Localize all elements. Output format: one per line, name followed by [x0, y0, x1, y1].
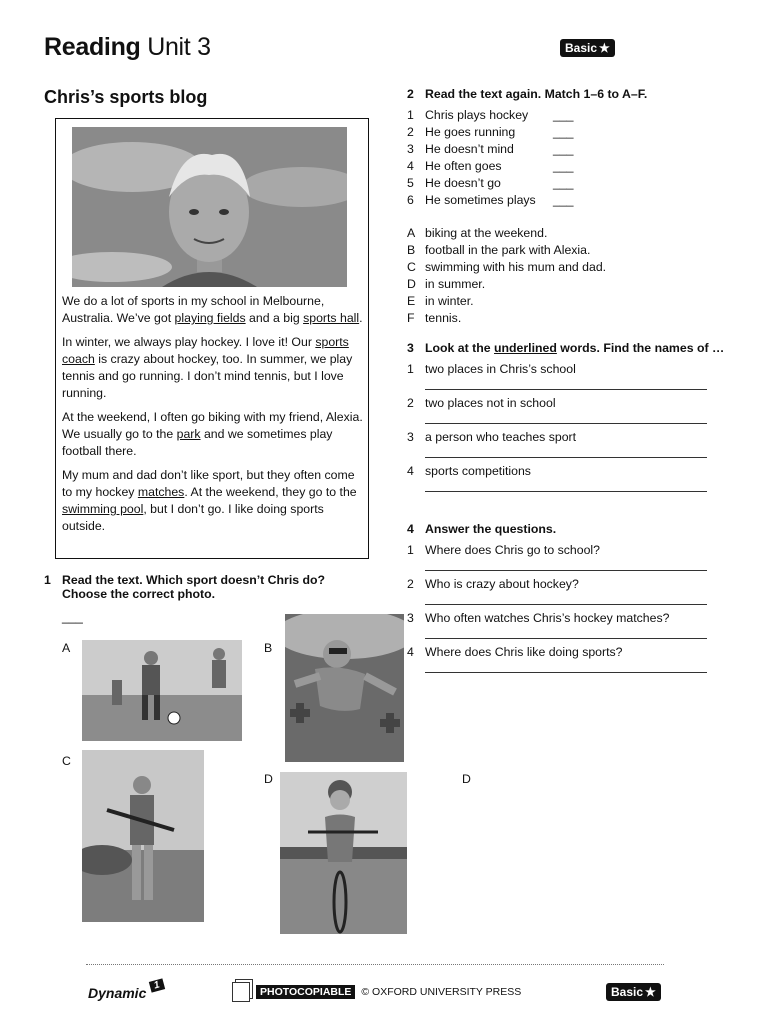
match-option-number: D [407, 277, 416, 291]
match-item-text: Chris plays hockey [425, 108, 529, 122]
question-3 [407, 341, 737, 497]
question-item-text: two places not in school [425, 396, 556, 410]
photocopiable-label: PHOTOCOPIABLE [256, 985, 355, 999]
match-option-text: football in the park with Alexia. [425, 243, 591, 257]
question-1-answer-blank[interactable]: ___ [62, 610, 83, 624]
answer-line[interactable] [425, 480, 707, 492]
match-item-text: He goes running [425, 125, 516, 139]
question-2 [407, 87, 737, 327]
question-item-text: Who often watches Chris’s hockey matches? [425, 611, 670, 625]
match-item-text: He doesn’t go [425, 176, 501, 190]
question-item-text: Who is crazy about hockey? [425, 577, 579, 591]
star-icon: ★ [645, 985, 656, 999]
photo-label-c: C [62, 754, 71, 768]
footer-divider [86, 964, 664, 965]
boy-portrait-photo [72, 127, 347, 287]
match-item-answer-blank[interactable]: ___ [553, 108, 574, 122]
match-item-text: He doesn’t mind [425, 142, 514, 156]
question-item [407, 429, 737, 446]
question-item-text: two places in Chris’s school [425, 362, 576, 376]
match-item-number: 4 [407, 159, 414, 173]
football-photo[interactable] [82, 640, 242, 741]
swimming-photo[interactable] [285, 614, 404, 762]
question-item [407, 610, 737, 627]
question-item [407, 644, 737, 661]
blog-paragraph-2: In winter, we always play hockey. I love it! Our sports coach is crazy about hockey, too. In summer, we play tennis and go running. I don’t mind tennis, but I love running. [62, 335, 353, 400]
cycling-photo[interactable] [280, 772, 407, 934]
blog-paragraph-1: We do a lot of sports in my school in Melbourne, Australia. We’ve got playing fields and a big sports hall. [62, 294, 363, 325]
publisher-label: © OXFORD UNIVERSITY PRESS [361, 986, 522, 998]
hockey-photo[interactable] [82, 750, 204, 922]
match-option-text: in winter. [425, 294, 474, 308]
match-item-answer-blank[interactable]: ___ [553, 159, 574, 173]
question-item-number: 2 [407, 577, 414, 591]
answer-line[interactable] [425, 378, 707, 390]
question-item-number: 1 [407, 362, 414, 376]
match-option-text: biking at the weekend. [425, 226, 548, 240]
match-item-answer-blank[interactable]: ___ [553, 176, 574, 190]
match-option-number: B [407, 243, 416, 257]
question-2-heading: 2 Read the text again. Match 1–6 to A–F. [407, 87, 648, 101]
match-option-text: tennis. [425, 311, 462, 325]
answer-line[interactable] [425, 661, 707, 673]
question-3-heading: 3 Look at the underlined words. Find the names of … [407, 341, 725, 355]
copy-document-icon [232, 982, 250, 1002]
match-option-number: C [407, 260, 416, 274]
question-item-number: 3 [407, 611, 414, 625]
basic-level-badge: Basic ★ [560, 39, 615, 57]
answer-line[interactable] [425, 593, 707, 605]
question-item [407, 576, 737, 593]
match-item [407, 158, 737, 175]
blog-heading: Chris’s sports blog [44, 87, 208, 107]
question-item-number: 4 [407, 464, 414, 478]
match-option-number: A [407, 226, 416, 240]
question-item-text: sports competitions [425, 464, 531, 478]
question-4-items [407, 542, 737, 673]
match-option [407, 225, 737, 242]
match-option-number: E [407, 294, 416, 308]
match-option-number: F [407, 311, 415, 325]
match-item-number: 2 [407, 125, 414, 139]
match-option-text: in summer. [425, 277, 486, 291]
answer-line[interactable] [425, 627, 707, 639]
question-item [407, 361, 737, 378]
photo-label-d-2: D [462, 772, 471, 786]
match-item-number: 3 [407, 142, 414, 156]
match-item [407, 124, 737, 141]
question-item-text: Where does Chris like doing sports? [425, 645, 623, 659]
match-option [407, 259, 737, 276]
question-4 [407, 522, 737, 678]
question-3-items [407, 361, 737, 492]
match-item-text: He sometimes plays [425, 193, 536, 207]
answer-line[interactable] [425, 559, 707, 571]
match-item [407, 175, 737, 192]
blog-paragraph-4: My mum and dad don’t like sport, but they often come to my hockey matches. At the weekend, they go to the swimming pool, but I don’t go. I like doing sports outside. [62, 468, 357, 533]
question-2-options [407, 225, 737, 327]
question-item [407, 463, 737, 480]
question-4-heading: 4 Answer the questions. [407, 522, 557, 536]
match-option [407, 276, 737, 293]
question-item-number: 3 [407, 430, 414, 444]
question-item-text: Where does Chris go to school? [425, 543, 600, 557]
question-item-text: a person who teaches sport [425, 430, 577, 444]
match-item [407, 192, 737, 209]
photo-label-d: D [264, 772, 273, 786]
question-1-heading: 1 Read the text. Which sport doesn’t Chris do? Choose the correct photo. [44, 573, 326, 601]
star-icon: ★ [599, 41, 610, 55]
question-item [407, 395, 737, 412]
dynamic-logo: Dynamic 1 [88, 985, 164, 1001]
question-item-number: 2 [407, 396, 414, 410]
basic-level-badge-footer: Basic ★ [606, 983, 661, 1001]
match-option [407, 242, 737, 259]
question-2-items [407, 107, 737, 209]
match-item-number: 6 [407, 193, 414, 207]
answer-line[interactable] [425, 412, 707, 424]
match-option-text: swimming with his mum and dad. [425, 260, 607, 274]
blog-text [62, 293, 366, 542]
match-item-number: 5 [407, 176, 414, 190]
match-item-number: 1 [407, 108, 414, 122]
answer-line[interactable] [425, 446, 707, 458]
match-item-text: He often goes [425, 159, 502, 173]
question-item [407, 542, 737, 559]
question-item-number: 4 [407, 645, 414, 659]
question-item-number: 1 [407, 543, 414, 557]
match-item-answer-blank[interactable]: ___ [553, 142, 574, 156]
match-item-answer-blank[interactable]: ___ [553, 125, 574, 139]
photo-label-b: B [264, 641, 273, 655]
page-title: Reading Unit 3 [44, 33, 211, 61]
photo-label-a: A [62, 641, 71, 655]
match-option [407, 293, 737, 310]
match-item [407, 107, 737, 124]
blog-paragraph-3: At the weekend, I often go biking with my friend, Alexia. We usually go to the park and we sometimes play football there. [62, 410, 363, 458]
footer-copyright [232, 982, 521, 1002]
match-option [407, 310, 737, 327]
match-item [407, 141, 737, 158]
match-item-answer-blank[interactable]: ___ [553, 193, 574, 207]
